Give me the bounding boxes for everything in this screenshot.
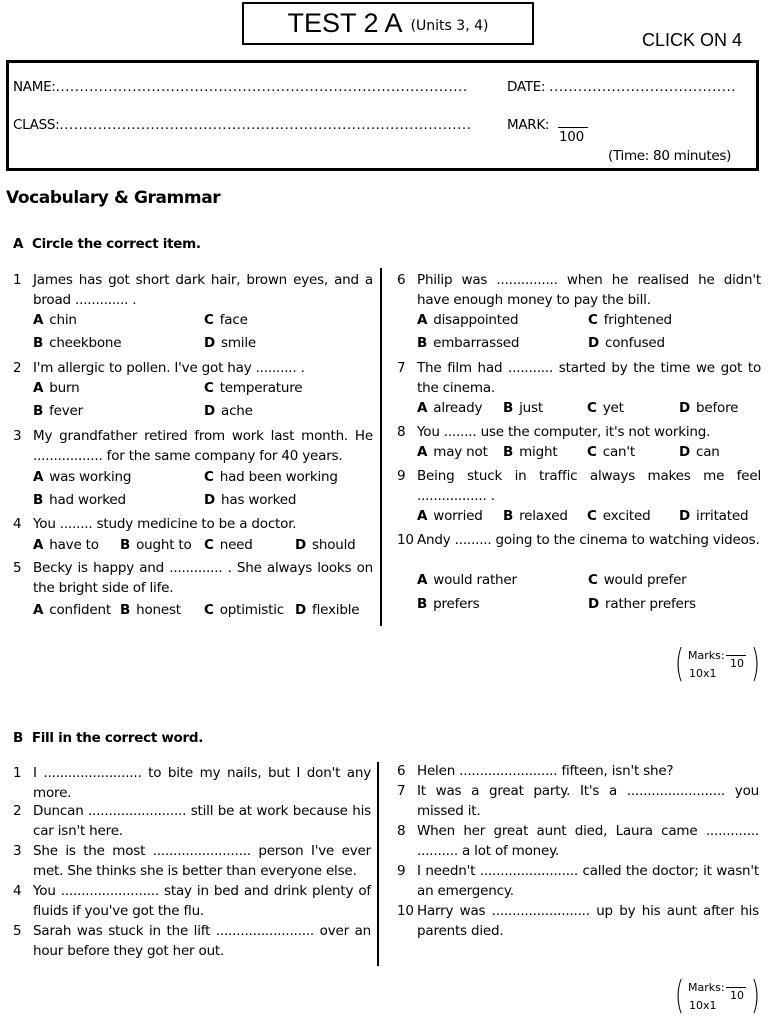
option-letter: A (33, 380, 44, 396)
answer-option[interactable] (33, 401, 83, 421)
marks-fraction-line (726, 987, 746, 988)
option-letter: D (204, 492, 216, 508)
option-text: chin (49, 312, 77, 328)
question-number: 9 (397, 468, 406, 484)
part-a-instruction: Circle the correct item. (31, 236, 201, 252)
option-text: frightened (603, 312, 672, 328)
option-text: rather prefers (605, 596, 696, 612)
answer-option[interactable] (204, 378, 302, 398)
option-letter: A (417, 400, 428, 416)
answer-option[interactable] (588, 594, 696, 614)
name-dots: ...................................................................................... (55, 79, 468, 95)
option-text: smile (221, 335, 257, 351)
question-text: You ........................ stay in bed and drink plenty of fluids if you've got the flu. (33, 883, 371, 919)
answer-option[interactable] (204, 535, 253, 555)
column-divider (377, 762, 379, 966)
answer-option[interactable] (417, 442, 488, 462)
date-field (507, 79, 736, 95)
option-text: excited (602, 508, 651, 524)
answer-option[interactable] (295, 600, 359, 620)
class-dots: ...................................................................................... (59, 117, 472, 133)
test-title-box (242, 2, 534, 45)
option-letter: A (33, 469, 44, 485)
option-text: should (312, 537, 356, 553)
option-text: disappointed (433, 312, 519, 328)
question-number: 8 (397, 823, 406, 839)
question-number: 10 (397, 532, 414, 548)
option-letter: D (204, 403, 216, 419)
option-letter: C (204, 380, 214, 396)
question-text: Being stuck in traffic always makes me feel ................. . (417, 468, 761, 504)
marks-multiplier: 10x1 (689, 999, 717, 1012)
option-letter: A (33, 602, 44, 618)
option-text: prefers (433, 596, 480, 612)
test-title: TEST 2 A (287, 8, 403, 38)
question-text: Sarah was stuck in the lift ........................ over an hour before they got her out. (33, 923, 371, 959)
option-text: ache (221, 403, 253, 419)
option-text: has worked (221, 492, 297, 508)
mark-total: 100 (559, 129, 584, 145)
part-b-heading (13, 730, 203, 746)
answer-option[interactable] (417, 506, 483, 526)
option-text: may not (433, 444, 488, 460)
marks-fraction-line (726, 655, 746, 656)
marks-total: 10 (730, 989, 744, 1002)
question-text: My grandfather retired from work last month. He ................. for the same company for 40 years. (33, 428, 373, 464)
option-letter: A (417, 572, 428, 588)
question-text: Helen ........................ fifteen, isn't she? (417, 763, 674, 779)
answer-option[interactable] (33, 490, 126, 510)
mark-label: MARK: (507, 117, 550, 133)
marks-close-paren: ) (750, 641, 760, 685)
answer-option[interactable] (588, 570, 687, 590)
date-dots: ....................................... (549, 79, 737, 95)
marks-open-paren: ( (674, 641, 684, 685)
option-text: worried (433, 508, 483, 524)
question-text: Andy ......... going to the cinema to watching videos. (417, 532, 760, 548)
option-text: burn (49, 380, 80, 396)
option-text: ought to (136, 537, 192, 553)
option-text: face (219, 312, 248, 328)
answer-option[interactable] (417, 594, 479, 614)
answer-option[interactable] (204, 333, 256, 353)
question-number: 1 (13, 272, 22, 288)
part-a-heading (13, 236, 201, 252)
question-text: I needn't ........................ called the doctor; it wasn't an emergency. (417, 863, 759, 899)
answer-option[interactable] (679, 442, 720, 462)
question-number: 7 (397, 360, 406, 376)
question-number: 3 (13, 843, 22, 859)
option-letter: D (295, 537, 307, 553)
option-text: would prefer (603, 572, 687, 588)
time-note: (Time: 80 minutes) (608, 148, 732, 164)
question-text: It was a great party. It's a ........................ you missed it. (417, 783, 759, 819)
question-text: Philip was ............... when he realised he didn't have enough money to pay the bill. (417, 272, 761, 308)
answer-option[interactable] (417, 310, 518, 330)
test-units: (Units 3, 4) (410, 17, 489, 34)
answer-option[interactable] (417, 570, 517, 590)
class-label: CLASS: (13, 117, 60, 133)
column-divider (380, 268, 382, 626)
option-letter: D (204, 335, 216, 351)
answer-option[interactable] (33, 600, 111, 620)
option-text: yet (602, 400, 624, 416)
date-label: DATE: (507, 79, 546, 95)
option-letter: D (679, 400, 691, 416)
marks-label: Marks: (688, 649, 725, 662)
answer-option[interactable] (204, 600, 284, 620)
question-text: James has got short dark hair, brown eyes, and a broad ............. . (33, 272, 373, 308)
question-number: 5 (13, 560, 22, 576)
mark-fraction-line (558, 127, 588, 128)
question-number: 2 (13, 360, 22, 376)
option-letter: A (417, 508, 428, 524)
book-name: CLICK ON 4 (642, 30, 743, 50)
option-letter: C (588, 572, 598, 588)
option-letter: A (417, 312, 428, 328)
part-b-marks (674, 973, 760, 1018)
answer-option[interactable] (33, 535, 99, 555)
question-number: 8 (397, 424, 406, 440)
answer-option[interactable] (503, 506, 568, 526)
option-text: just (519, 400, 543, 416)
option-letter: C (204, 469, 214, 485)
option-letter: D (588, 596, 600, 612)
option-text: confident (49, 602, 111, 618)
option-text: irritated (696, 508, 749, 524)
answer-option[interactable] (679, 506, 748, 526)
part-b-letter: B (13, 730, 23, 746)
question-number: 1 (13, 765, 22, 781)
option-text: confused (605, 335, 665, 351)
answer-option[interactable] (33, 467, 131, 487)
option-letter: B (33, 335, 44, 351)
option-letter: C (204, 602, 214, 618)
question-text: Harry was ........................ up by his aunt after his parents died. (417, 903, 759, 939)
question-text: The film had ........... started by the time we got to the cinema. (417, 360, 761, 396)
option-text: temperature (219, 380, 303, 396)
answer-option[interactable] (33, 378, 79, 398)
question-number: 5 (13, 923, 22, 939)
option-letter: B (503, 400, 514, 416)
option-text: would rather (433, 572, 517, 588)
option-text: can't (602, 444, 635, 460)
answer-option[interactable] (588, 310, 672, 330)
option-text: embarrassed (433, 335, 520, 351)
class-field (13, 117, 471, 133)
option-letter: D (679, 444, 691, 460)
answer-option[interactable] (503, 442, 557, 462)
option-text: already (433, 400, 483, 416)
option-text: cheekbone (49, 335, 122, 351)
option-letter: B (503, 444, 514, 460)
name-field (13, 79, 468, 95)
answer-option[interactable] (587, 506, 650, 526)
answer-option[interactable] (204, 310, 248, 330)
question-text: You ........ study medicine to be a doctor. (33, 516, 297, 532)
option-text: before (696, 400, 739, 416)
marks-close-paren: ) (750, 973, 760, 1017)
option-text: flexible (312, 602, 360, 618)
option-letter: C (587, 508, 597, 524)
question-number: 2 (13, 803, 22, 819)
answer-option[interactable] (204, 490, 296, 510)
option-text: was working (49, 469, 132, 485)
section-title: Vocabulary & Grammar (6, 188, 221, 208)
option-letter: B (33, 492, 44, 508)
question-number: 7 (397, 783, 406, 799)
answer-option[interactable] (33, 310, 77, 330)
marks-total: 10 (730, 657, 744, 670)
question-number: 10 (397, 903, 414, 919)
option-letter: A (417, 444, 428, 460)
option-letter: B (417, 596, 428, 612)
option-letter: D (295, 602, 307, 618)
answer-option[interactable] (295, 535, 356, 555)
question-text: Becky is happy and ............. . She always looks on the bright side of life. (33, 560, 373, 596)
option-letter: C (204, 312, 214, 328)
answer-option[interactable] (588, 333, 665, 353)
question-text: Duncan ........................ still be at work because his car isn't here. (33, 803, 371, 839)
option-text: had been working (219, 469, 338, 485)
question-text: She is the most ........................ person I've ever met. She thinks she is better than everyone else. (33, 843, 371, 879)
question-number: 6 (397, 763, 406, 779)
question-number: 3 (13, 428, 22, 444)
option-text: need (219, 537, 253, 553)
marks-label: Marks: (688, 981, 725, 994)
answer-option[interactable] (120, 535, 192, 555)
option-text: relaxed (519, 508, 568, 524)
question-number: 4 (13, 883, 22, 899)
answer-option[interactable] (587, 398, 624, 418)
option-letter: A (33, 537, 44, 553)
option-text: can (696, 444, 720, 460)
option-letter: A (33, 312, 44, 328)
option-text: might (519, 444, 558, 460)
option-letter: B (120, 537, 131, 553)
answer-option[interactable] (33, 333, 121, 353)
option-text: have to (49, 537, 99, 553)
option-letter: B (120, 602, 131, 618)
answer-option[interactable] (204, 467, 338, 487)
marks-multiplier: 10x1 (689, 667, 717, 680)
question-number: 9 (397, 863, 406, 879)
option-text: had worked (49, 492, 126, 508)
option-letter: D (679, 508, 691, 524)
answer-option[interactable] (679, 398, 738, 418)
option-letter: B (417, 335, 428, 351)
answer-option[interactable] (417, 333, 519, 353)
option-letter: B (503, 508, 514, 524)
answer-option[interactable] (503, 398, 543, 418)
question-number: 6 (397, 272, 406, 288)
part-a-letter: A (13, 236, 24, 252)
answer-option[interactable] (417, 398, 482, 418)
answer-option[interactable] (204, 401, 253, 421)
name-label: NAME: (13, 79, 56, 95)
marks-open-paren: ( (674, 973, 684, 1017)
part-a-marks (674, 641, 760, 686)
option-letter: C (588, 312, 598, 328)
option-text: fever (49, 403, 83, 419)
option-letter: C (587, 444, 597, 460)
question-number: 4 (13, 516, 22, 532)
option-letter: D (588, 335, 600, 351)
question-text: I'm allergic to pollen. I've got hay .......... . (33, 360, 305, 376)
answer-option[interactable] (120, 600, 181, 620)
option-text: honest (136, 602, 181, 618)
part-b-instruction: Fill in the correct word. (31, 730, 204, 746)
question-text: I ........................ to bite my nails, but I don't any more. (33, 765, 371, 801)
question-text: You ........ use the computer, it's not working. (417, 424, 711, 440)
question-text: When her great aunt died, Laura came ............. .......... a lot of money. (417, 823, 759, 859)
option-letter: C (204, 537, 214, 553)
option-letter: C (587, 400, 597, 416)
option-letter: B (33, 403, 44, 419)
option-text: optimistic (219, 602, 284, 618)
answer-option[interactable] (587, 442, 635, 462)
